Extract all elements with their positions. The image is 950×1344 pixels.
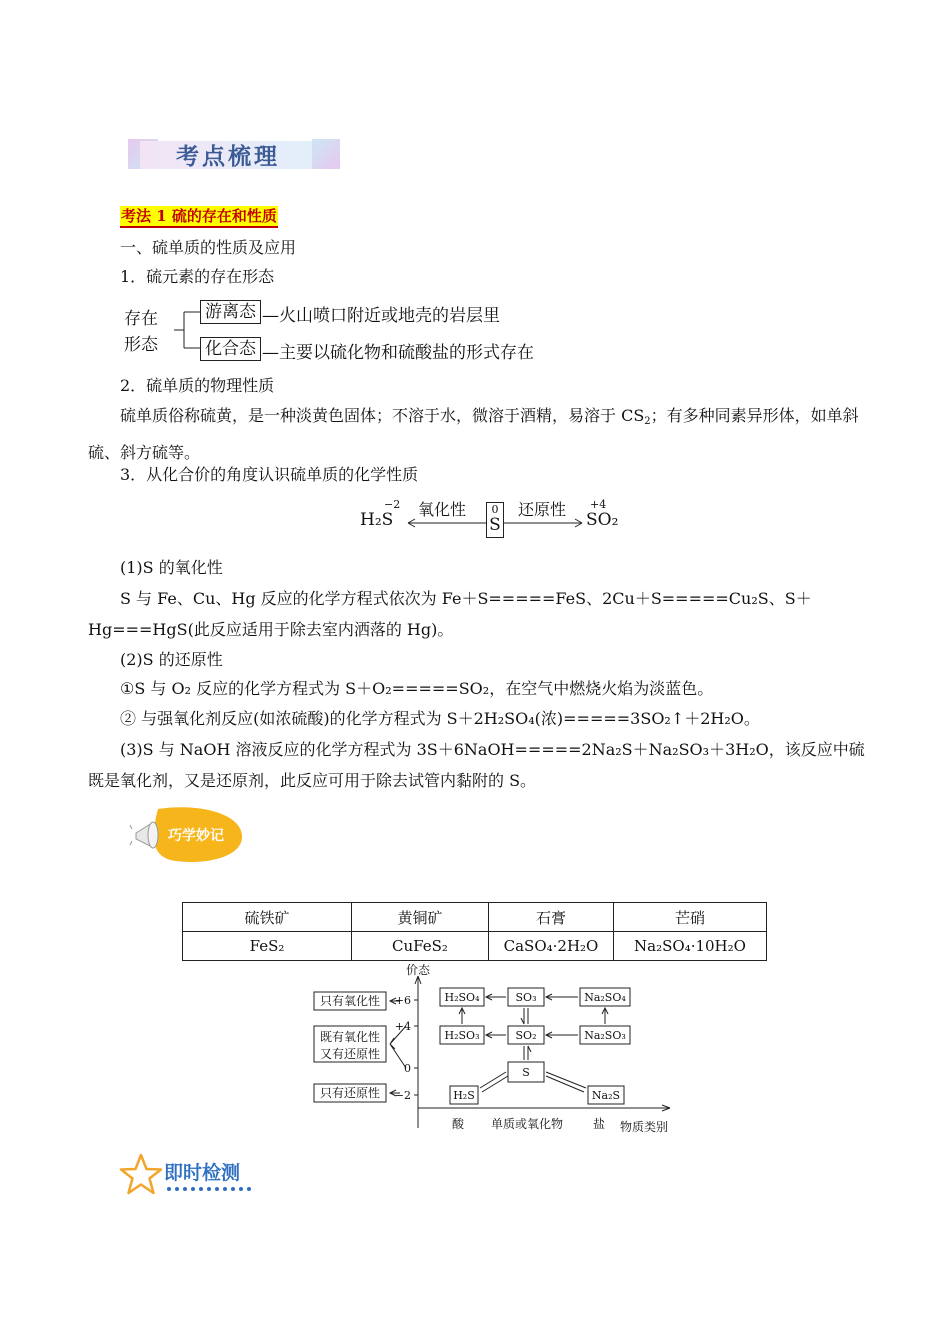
x-label: 酸 [451, 1117, 465, 1131]
node-label: H₂SO₄ [444, 991, 480, 1004]
sulfur-box [486, 502, 504, 538]
table-cell: CuFeS₂ [352, 932, 489, 961]
side-label: 既有氧化性 [319, 1030, 381, 1044]
x-label: 单质或氧化物 [490, 1117, 564, 1131]
bracket [170, 298, 202, 362]
valence-tick: 0 [404, 1062, 411, 1075]
heading-physical: 2．硫单质的物理性质 [120, 376, 275, 395]
physical-text-a: 硫单质俗称硫黄，是一种淡黄色固体；不溶于水，微溶于酒精，易溶于 CS [120, 406, 645, 425]
table-header-row [183, 903, 767, 932]
naoh-paragraph: (3)S 与 NaOH 溶液反应的化学方程式为 3S＋6NaOH=====2Na₂S＋Na₂SO₃＋3H₂O，该反应中硫既是氧化剂，又是还原剂，此反应可用于除去试管内黏附的 S。 [88, 740, 865, 790]
oxidizing-label: 氧化性 [418, 500, 467, 519]
reducing-item-2: ② 与强氧化剂反应(如浓硫酸)的化学方程式为 S＋2H₂SO₄(浓)=====3SO₂↑＋2H₂O。 [120, 709, 760, 728]
valence-left: H₂S [360, 510, 394, 530]
x-axis [418, 1105, 670, 1111]
table-cell: FeS₂ [183, 932, 352, 961]
table-cell: 黄铜矿 [352, 903, 489, 932]
node-label: S [522, 1066, 530, 1079]
x-label: 盐 [592, 1117, 606, 1131]
node-labels [445, 991, 627, 1102]
section-heading: 一、硫单质的性质及应用 [120, 238, 297, 257]
tip-badge-label: 巧学妙记 [168, 828, 224, 844]
valence-diagram [358, 494, 628, 542]
node-label: SO₃ [515, 991, 537, 1004]
physical-paragraph [88, 400, 868, 468]
node-label: H₂SO₃ [444, 1029, 480, 1042]
heading-reducing: (2)S 的还原性 [120, 650, 223, 669]
reducing-item-1: ①S 与 O₂ 反应的化学方程式为 S＋O₂=====SO₂，在空气中燃烧火焰为淡蓝色。 [120, 679, 714, 698]
heading-oxidizing: (1)S 的氧化性 [120, 558, 223, 577]
side-label: 又有还原性 [319, 1047, 381, 1061]
check-badge [118, 1150, 268, 1198]
physical-text-b: ；有多种同素异形体，如单斜硫、斜方硫等。 [88, 406, 859, 462]
banner-title: 考点梳理 [176, 144, 280, 170]
valence-right-charge: +4 [590, 498, 607, 511]
existence-label-line2: 形态 [124, 335, 158, 355]
star-icon [118, 1152, 164, 1196]
kaofa-heading: 考法 1 硫的存在和性质 [120, 206, 278, 228]
node-label: H₂S [453, 1089, 475, 1102]
minerals-table [182, 902, 767, 961]
table-cell: 硫铁矿 [183, 903, 352, 932]
table-cell: CaSO₄·2H₂O [489, 932, 614, 961]
node-label: Na₂SO₃ [584, 1029, 626, 1042]
section-banner [128, 135, 340, 175]
tip-badge [128, 803, 248, 867]
free-state-text: —火山喷口附近或地壳的岩层里 [262, 306, 500, 326]
valence-left-charge: −2 [384, 498, 401, 511]
node-label: SO₂ [515, 1029, 537, 1042]
valence-tick: +4 [394, 1020, 411, 1033]
x-axis-title: 物质类别 [619, 1120, 669, 1134]
table-cell: 石膏 [489, 903, 614, 932]
banner-decor-right [312, 139, 340, 169]
node-label: Na₂S [591, 1089, 621, 1102]
heading-chemical: 3．从化合价的角度认识硫单质的化学性质 [120, 465, 419, 484]
node-label: Na₂SO₄ [584, 991, 626, 1004]
existence-diagram [120, 298, 580, 362]
reducing-label: 还原性 [518, 500, 567, 519]
right-arrow [504, 518, 586, 528]
check-badge-dots [166, 1186, 258, 1192]
heading-existence: 1．硫元素的存在形态 [120, 267, 275, 286]
combined-state-text: —主要以硫化物和硫酸盐的形式存在 [262, 343, 534, 363]
table-row [183, 932, 767, 961]
valence-right: SO₂ [586, 510, 619, 530]
sulfur-valence-diagram [310, 964, 680, 1136]
check-badge-label: 即时检测 [164, 1162, 241, 1184]
table-cell: 芒硝 [614, 903, 767, 932]
sulfur-charge: 0 [491, 503, 499, 516]
valence-tick: −2 [394, 1089, 411, 1102]
combined-state-box: 化合态 [200, 337, 261, 361]
y-axis-title: 价态 [405, 964, 431, 977]
oxidizing-paragraph: S 与 Fe、Cu、Hg 反应的化学方程式依次为 Fe＋S=====FeS、2Cu＋S=====Cu₂S、S＋Hg===HgS(此反应适用于除去室内洒落的 Hg)。 [88, 589, 812, 639]
existence-label [124, 306, 158, 358]
left-arrow [406, 518, 488, 528]
y-axis [415, 976, 421, 1128]
valence-tick: +6 [394, 994, 411, 1007]
side-label: 只有还原性 [319, 1086, 381, 1100]
existence-label-line1: 存在 [124, 309, 158, 329]
side-label: 只有氧化性 [319, 994, 381, 1008]
sulfur-symbol: S [489, 515, 501, 535]
free-state-box: 游离态 [200, 300, 261, 324]
physical-sub: 2 [644, 416, 651, 427]
table-cell: Na₂SO₄·10H₂O [614, 932, 767, 961]
